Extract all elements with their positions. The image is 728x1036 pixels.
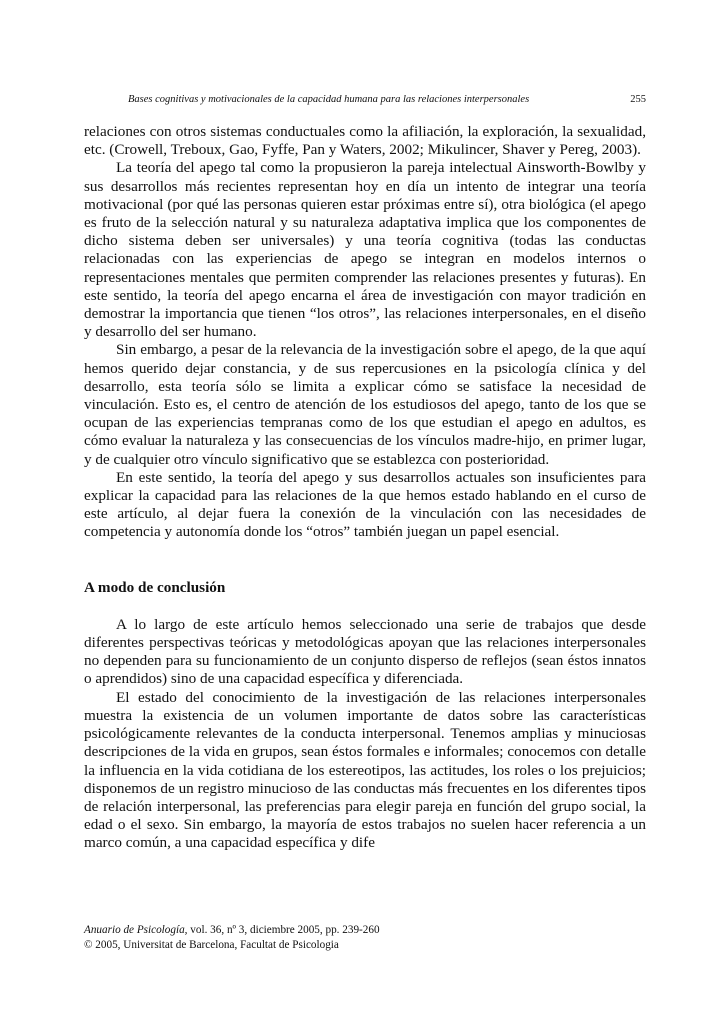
running-title: Bases cognitivas y motivacionales de la capacidad humana para las relaciones interpersonales [128,94,530,105]
paragraph-2: La teoría del apego tal como la propusieron la pareja intelectual Ainsworth-Bowlby y sus desarrollos más recientes representan hoy en día un intento de integrar una teoría motivacional (por qué las personas quieren estar próximas entre sí), otra biológica (el apego es fruto de la selección natural y su naturaleza adaptativa implica que los componentes de dicho sistema deben ser universales) y una teoría cognitiva (todas las conductas relacionadas con las experiencias de apego se integran en modelos internos o representaciones mentales que permiten comprender las relaciones presentes y futuras). En este sentido, la teoría del apego encarna el área de investigación con mayor tradición en demostrar la importancia que tienen “los otros”, las relaciones interpersonales, en el diseño y desarrollo del ser humano. [84,159,646,341]
paragraph-1: relaciones con otros sistemas conductuales como la afiliación, la exploración, la sexualidad, etc. (Crowell, Treboux, Gao, Fyffe, Pan y Waters, 2002; Mikulincer, Shaver y Pereg, 2003). [84,123,646,159]
footer [84,923,380,953]
paragraph-5: A lo largo de este artículo hemos seleccionado una serie de trabajos que desde diferentes perspectivas teóricas y metodológicas apoyan que las relaciones interpersonales no dependen para su funcionamiento de un conjunto disperso de reflejos (sean éstos innatos o aprendidos) sino de una capacidad específica y diferenciada. [84,615,646,688]
journal-citation: vol. 36, nº 3, diciembre 2005, pp. 239-260 [187,924,380,936]
section-heading: A modo de conclusión [84,578,226,596]
page-number: 255 [630,94,646,105]
journal-name: Anuario de Psicología, [84,924,188,936]
paragraph-3: Sin embargo, a pesar de la relevancia de la investigación sobre el apego, de la que aquí hemos querido dejar constancia, y de sus repercusiones en la psicología clínica y del desarrollo, esta teoría sólo se limita a explicar cómo se satisface la necesidad de vinculación. Esto es, el centro de atención de los estudiosos del apego, tanto de los que se ocupan de las experiencias tempranas como de los que estudian el apego en adultos, es cómo evaluar la naturaleza y las consecuencias de los vínculos madre-hijo, en primer lugar, y de cualquier otro vínculo significativo que se establezca con posterioridad. [84,341,646,468]
article-body [84,123,646,853]
paragraph-4: En este sentido, la teoría del apego y sus desarrollos actuales son insuficientes para explicar la capacidad para las relaciones de la que hemos estado hablando en el curso de este artículo, al dejar fuera la conexión de la vinculación con las necesidades de competencia y autonomía donde los “otros” también juegan un papel esencial. [84,468,646,541]
copyright-line: © 2005, Universitat de Barcelona, Facultat de Psicologia [84,939,339,951]
citation-line [84,923,380,938]
paragraph-6: El estado del conocimiento de la investigación de las relaciones interpersonales muestra la existencia de un volumen importante de datos sobre las características psicológicamente relevantes de la conducta interpersonal. Tenemos amplias y minuciosas descripciones de la vida en grupos, sean éstos formales e informales; conocemos con detalle la influencia en la vida cotidiana de los estereotipos, las actitudes, los roles o los prejuicios; disponemos de un registro minucioso de las conductas más frecuentes en los diferentes tipos de relación interpersonal, las preferencias para elegir pareja en función del grupo social, la edad o el sexo. Sin embargo, la mayoría de estos trabajos no suelen hacer referencia a un marco común, a una capacidad específica y dife [84,688,646,852]
